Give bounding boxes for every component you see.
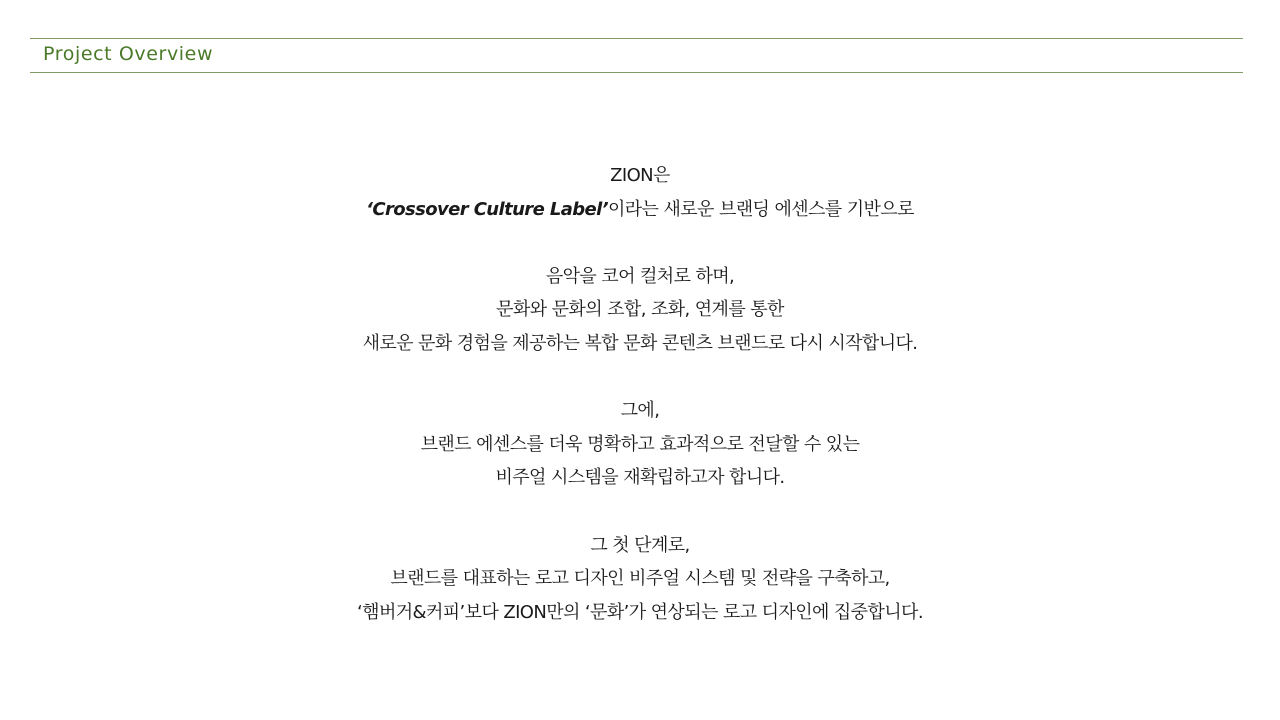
overview-body	[0, 159, 1280, 629]
para2-line-2: 브랜드 에센스를 더욱 명확하고 효과적으로 전달할 수 있는	[420, 433, 860, 455]
spacer	[0, 226, 1280, 260]
page-title: Project Overview	[43, 43, 214, 65]
spacer	[0, 495, 1280, 529]
intro-line: ZION은	[610, 165, 670, 186]
spacer	[0, 361, 1280, 395]
para3-line-2: 브랜드를 대표하는 로고 디자인 비주얼 시스템 및 전략을 구축하고,	[390, 568, 890, 590]
para2-line-3: 비주얼 시스템을 재확립하고자 합니다.	[495, 467, 785, 489]
para1-line-2: 문화와 문화의 조합, 조화, 연계를 통한	[496, 299, 784, 321]
para2-line-1: 그에,	[620, 400, 660, 422]
para1-line-1: 음악을 코어 컬처로 하며,	[545, 265, 735, 287]
para1-line-3: 새로운 문화 경험을 제공하는 복합 문화 콘텐츠 브랜드로 다시 시작합니다.	[362, 332, 918, 354]
para3-line-3: ‘햄버거&커피’보다 ZION만의 ‘문화’가 연상되는 로고 디자인에 집중합니다.	[357, 601, 923, 623]
para3-line-1: 그 첫 단계로,	[590, 534, 690, 556]
essence-quote: ‘Crossover Culture Label’	[366, 198, 608, 220]
section-header	[30, 38, 1243, 73]
essence-line	[0, 193, 1280, 227]
essence-rest: 이라는 새로운 브랜딩 에센스를 기반으로	[607, 198, 914, 220]
